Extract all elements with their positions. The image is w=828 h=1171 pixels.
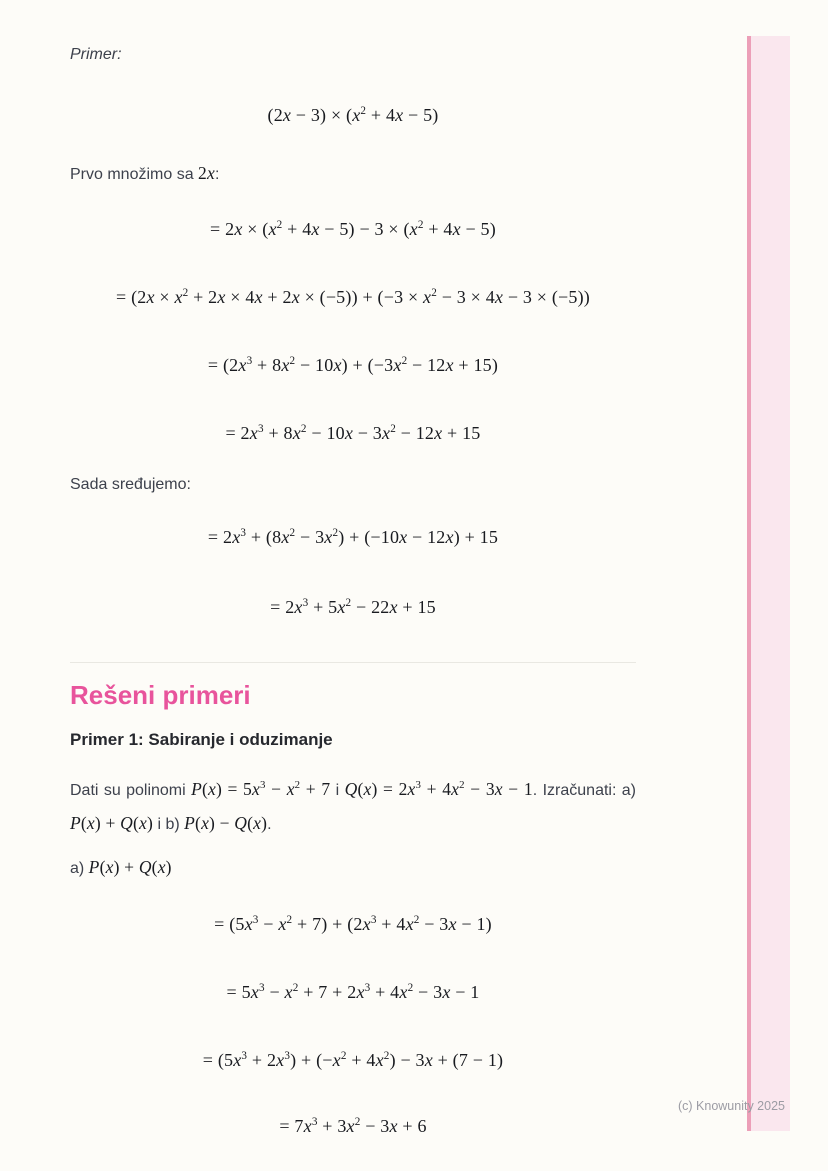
section-heading: Rešeni primeri (70, 680, 251, 710)
section-divider (70, 662, 636, 663)
equation-sum-3: = $(5x^3 + 2x^3) + (-x^2 + 4x^2) - 3x + (7 - 1)$ (202, 1050, 504, 1070)
copyright-watermark: (c) Knowunity 2025 (677, 1099, 785, 1113)
equation-expand-2: = $(2x \times x^2 + 2x \times 4x + 2x \times (-5)) + (-3 \times x^2 - 3 \times 4x - 3 \times (-5))$ (116, 287, 590, 307)
equation-sum-1: = $(5x^3 - x^2 + 7) + (2x^3 + 4x^2 - 3x - 1)$ (214, 914, 492, 934)
equation-sum-4: = $7x^3 + 3x^2 - 3x + 6$ (279, 1116, 427, 1136)
equation-result: = $2x^3 + 5x^2 - 22x + 15$ (270, 597, 436, 617)
intro-label: Primer: (70, 46, 122, 63)
equation-sum-2: = $5x^3 - x^2 + 7 + 2x^3 + 4x^2 - 3x - 1$ (226, 982, 480, 1002)
step1-text: Prvo množimo sa 2x: (70, 163, 220, 183)
equation-intro: $(2x - 3) \times (x^2 + 4x - 5)$ (267, 105, 439, 125)
equation-group: = $2x^3 + (8x^2 - 3x^2) + (-10x - 12x) + 15$ (207, 527, 499, 547)
equation-expand-3: = $(2x^3 + 8x^2 - 10x) + (-3x^2 - 12x + 15)$ (207, 355, 499, 375)
equation-expand-1: = $2x \times (x^2 + 4x - 5) - 3 \times (x^2 + 4x - 5)$ (210, 219, 496, 239)
watermark-stripe-line (747, 36, 751, 1131)
equation-expand-4: = $2x^3 + 8x^2 - 10x - 3x^2 - 12x + 15$ (225, 423, 481, 443)
problem-statement: Dati su polinomi $P(x) = 5x^3 - x^2 + 7$ i $Q(x) = 2x^3 + 4x^2 - 3x - 1$. Izračunati: a) P(x) + Q(x) i b) P(x) − Q(x). (70, 779, 637, 833)
part-a-label: a) P(x) + Q(x) (70, 857, 172, 877)
watermark-stripe-band (751, 36, 790, 1131)
step2-text: Sada sređujemo: (70, 476, 191, 493)
example-heading: Primer 1: Sabiranje i oduzimanje (70, 730, 333, 749)
document-content (70, 0, 636, 1139)
